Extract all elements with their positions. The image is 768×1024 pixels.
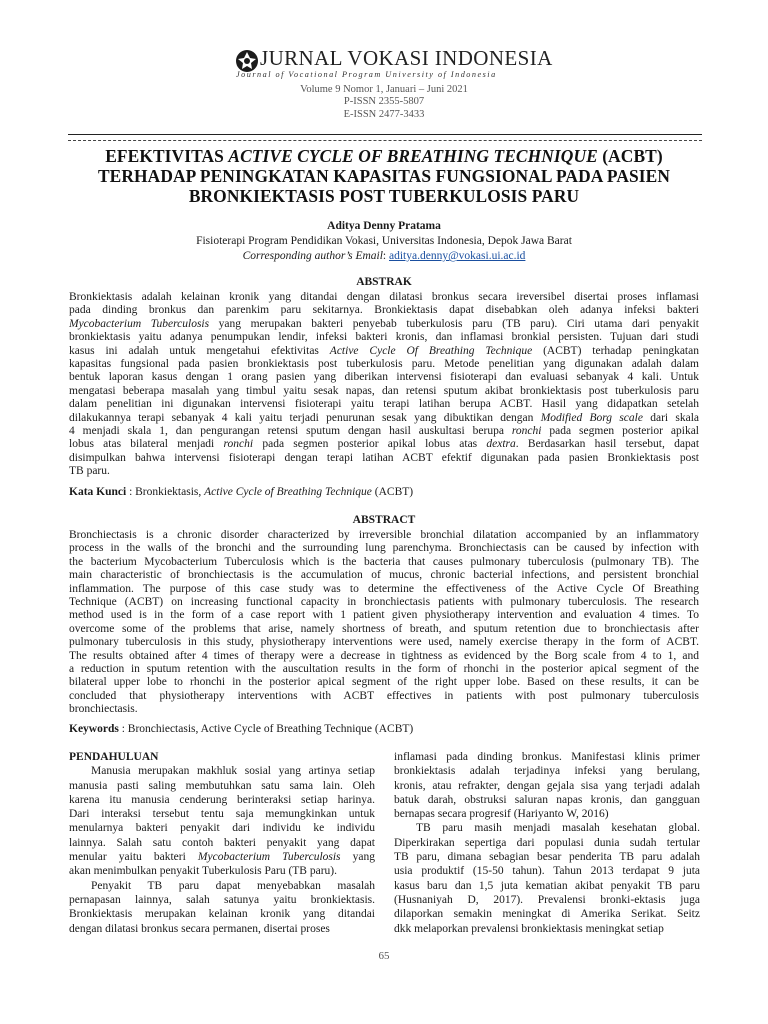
issue-info bbox=[0, 84, 768, 121]
abstrak-line: lobus atas bilateral menjadi ronchi pada segmen posterior apikal lobus atas dextra. Berdasarkan hasil tersebut, dapat bbox=[69, 438, 699, 451]
abstrak-line: bentuk laporan kasus dengan 1 orang pasien yang diberikan intervensi fisioterapi dan evaluasi sebanyak 4 kali. Untuk bbox=[69, 371, 699, 384]
body-line: Bronkiektasis merupakan kelainan kronik yang ditandai bbox=[69, 908, 375, 921]
kata-kunci-post: (ACBT) bbox=[371, 486, 414, 498]
section-heading-pendahuluan: PENDAHULUAN bbox=[69, 751, 159, 763]
keywords-text: : Bronchiectasis, Active Cycle of Breathing Technique (ACBT) bbox=[118, 723, 414, 735]
abstract-heading: ABSTRACT bbox=[352, 514, 416, 526]
body-line: pernapasan lainnya, salah satunya yaitu bronkiektasis. bbox=[69, 893, 375, 906]
body-line: kasus baru dan 1,5 juta kematian akibat penyakit TB paru bbox=[394, 879, 700, 892]
abstrak-line: bronkiektasis yaitu adanya penumpukan lendir, infeksi bakteri kronis, dan inflamasi bronkial persisten. Tujuan dari studi bbox=[69, 331, 699, 344]
body-line: Penyakit TB paru dapat menyebabkan masalah bbox=[91, 879, 375, 892]
body-line: Diperkirakan sepertiga dari populasi dunia sudah tertular bbox=[394, 836, 700, 849]
title-line-2: TERHADAP PENINGKATAN KAPASITAS FUNGSIONAL PADA PASIEN bbox=[97, 166, 670, 186]
page-number: 65 bbox=[378, 950, 390, 962]
eissn-line: E-ISSN 2477-3433 bbox=[343, 108, 425, 120]
body-line: Manusia merupakan makhluk sosial yang artinya setiap bbox=[91, 765, 375, 778]
body-line: inflamasi pada dinding bronkus. Manifestasi klinis primer bbox=[394, 751, 700, 763]
abstract-line: pulmonary tuberculosis in this study, physiotherapy interventions were used, namely exercise therapy in the form of ACBT. bbox=[69, 636, 699, 649]
author-name: Aditya Denny Pratama bbox=[327, 220, 441, 232]
body-line: akan menimbulkan penyakit Tuberkulosis Paru (TB paru). bbox=[69, 865, 337, 878]
abstract-line: concluded that physiotherapy interventions with ACBT effectives in patients with post pulmonary tuberculosis bbox=[69, 689, 699, 702]
abstrak-heading: ABSTRAK bbox=[356, 276, 412, 288]
abstrak-line: dalam penelitian ini digunakan intervensi fisioterapi yaitu terapi latihan berupa ACBT. Hasil yang didapatkan setelah bbox=[69, 398, 699, 411]
abstrak-line: Bronkiektasis adalah kelainan kronik yang ditandai dengan dilatasi bronkus secara ireversibel disertai proses inflamasi bbox=[69, 291, 699, 303]
kata-kunci-pre: : Bronkiektasis, bbox=[126, 486, 205, 498]
abstract-line: Bronchiectasis is a chronic disorder characterized by irreversible bronchial dilatation accompanied by an inflammatory bbox=[69, 529, 699, 541]
email-label: Corresponding author’s Email bbox=[242, 250, 383, 262]
abstrak-line: kasus ini adalah untuk mengetahui efektivitas Active Cycle Of Breathing Technique (ACBT) terhadap peningkatan bbox=[69, 344, 699, 357]
body-line: kronis, atau refrakter, dengan gejala sisa yang terjadi adalah bbox=[394, 779, 700, 792]
abstrak-line: mengatasi beberapa masalah yang timbul yaitu sesak napas, dan retensi sputum akibat bronkiektasis post tuberkulosis paru bbox=[69, 384, 699, 397]
abstract-keywords bbox=[69, 723, 413, 735]
abstract-line: the bacterium Mycobacterium Tuberculosis which is the bacteria that causes pulmonary tuberculosis (pulmonary TB). The bbox=[69, 555, 699, 568]
pissn-line: P-ISSN 2355-5807 bbox=[343, 96, 425, 108]
abstract-line: process in the walls of the bronchi and the surrounding lung parenchyma. Bronchiectasis can be caused by infection with bbox=[69, 542, 699, 555]
abstract-body bbox=[69, 529, 699, 716]
journal-name: JURNAL VOKASI INDONESIA bbox=[260, 46, 553, 70]
title-lead: EFEKTIVITAS bbox=[105, 146, 229, 166]
abstrak-line: Mycobacterium Tuberculosis yang merupakan bakteri penyebab tuberkulosis paru (TB paru). Ciri utama dari penyakit bbox=[69, 317, 699, 330]
abstract-line: main characteristic of bronchiectasis is the accumulation of mucus, chronic bacterial infections, and persistent bronchial bbox=[69, 569, 699, 582]
body-line: dengan dilatasi bronkus secara permanen, disertai proses bbox=[69, 922, 330, 935]
abstract-line: Technique (ACBT) on increasing functional capacity in bronchiectasis patients with pulmonary tuberculosis. The research bbox=[69, 595, 699, 608]
abstract-line: The results obtained after 4 times of therapy were a decrease in tightness as evidenced by the Borg scale from 4 to 1, and bbox=[69, 649, 699, 662]
keywords-label: Keywords bbox=[69, 723, 119, 735]
volume-line: Volume 9 Nomor 1, Januari – Juni 2021 bbox=[300, 84, 468, 95]
body-line: menularnya bakteri penyakit dari individu ke individu bbox=[69, 822, 375, 835]
abstrak-body bbox=[69, 291, 699, 478]
abstrak-line: 4 menjadi skala 1, dan pengurangan retensi sputum dengan hasil auskultasi berupa ronchi pada segmen posterior apikal bbox=[69, 424, 699, 437]
abstract-line: inflammation. The purpose of this case study was to determine the effectiveness of the Active Cycle Of Breathing bbox=[69, 582, 699, 595]
body-line: TB paru, dimana sebagian besar penderita TB paru adalah bbox=[394, 851, 700, 864]
title-italic: ACTIVE CYCLE OF BREATHING TECHNIQUE bbox=[228, 146, 598, 166]
title-trail: (ACBT) bbox=[597, 146, 663, 166]
body-line: manusia pasti saling membutuhkan satu sama lain. Oleh bbox=[69, 779, 375, 792]
abstract-line: bronchiectasis. bbox=[69, 703, 138, 716]
kata-kunci-label: Kata Kunci bbox=[69, 486, 127, 498]
body-line: bernapas secara progresif (Hariyanto W, 2016) bbox=[394, 808, 609, 821]
abstrak-line: pada dinding bronkus dan parenkim paru sekitarnya. Bronkiektasis dapat disebabkan oleh adanya infeksi bakteri bbox=[69, 304, 699, 317]
abstract-line: bilateral upper lobe to rhonchi in the posterior apical segment of the right upper lobe. Based on these results, it can be bbox=[69, 676, 699, 689]
body-line: usia produktif (15-50 tahun). Tahun 2013 terdapat 9 juta bbox=[394, 865, 700, 878]
body-line: dkk melaporkan prevalensi bronkiektasis meningkat setiap bbox=[394, 922, 664, 935]
email-link[interactable]: aditya.denny@vokasi.ui.ac.id bbox=[389, 250, 526, 262]
body-line: menular yaitu bakteri Mycobacterium Tuberculosis yang bbox=[69, 851, 375, 864]
title-line-3: BRONKIEKTASIS POST TUBERKULOSIS PARU bbox=[188, 186, 580, 206]
body-column-right bbox=[394, 750, 700, 936]
header-dashed-rule bbox=[68, 140, 702, 141]
abstract-line: a reduction in sputum retention with the auscultation results in the form of rhonchi in the posterior apical segment of the bbox=[69, 662, 699, 675]
body-line: dilaporkan semakin meningkat di Amerika Serikat. Seitz bbox=[394, 908, 700, 921]
journal-masthead bbox=[230, 46, 553, 82]
body-line: batuk darah, obstruksi saluran napas kronis, dan gangguan bbox=[394, 793, 700, 806]
abstract-line: method used is in the form of a case report with 1 patient given physiotherapy intervention and evaluation 4 times. To bbox=[69, 609, 699, 622]
body-line: lainnya. Salah satu contoh bakteri penyakit yang dapat bbox=[69, 836, 375, 849]
body-column-left bbox=[69, 750, 375, 936]
affiliation: Fisioterapi Program Pendidikan Vokasi, Universitas Indonesia, Depok Jawa Barat bbox=[196, 235, 572, 247]
body-line: karena itu manusia cenderung berinteraksi setiap harinya. bbox=[69, 793, 375, 806]
title-line-1 bbox=[50, 146, 718, 166]
corresponding-email-line bbox=[0, 249, 768, 264]
kata-kunci-italic: Active Cycle of Breathing Technique bbox=[204, 486, 372, 498]
abstrak-line: disimpulkan bahwa intervensi fisioterapi dengan terapi latihan ACBT efektif digunakan pada pasien Bronkiektasis post bbox=[69, 451, 699, 464]
body-line: TB paru masih menjadi masalah kesehatan global. bbox=[416, 822, 700, 835]
body-line: Dari interaksi tersebut tentu saja memungkinkan untuk bbox=[69, 808, 375, 821]
body-line: (Husnaniyah D, 2017). Prevalensi bronki-ektasis juga bbox=[394, 893, 700, 906]
journal-subtitle: Journal of Vocational Program University of Indonesia bbox=[236, 70, 497, 79]
email-separator: : bbox=[382, 250, 389, 262]
body-line: bronkiektasis adalah terjadinya infeksi yang berulang, bbox=[394, 765, 700, 778]
author-affiliation-block bbox=[0, 234, 768, 264]
abstrak-line: TB paru. bbox=[69, 465, 110, 478]
abstrak-keywords bbox=[69, 486, 413, 498]
abstract-line: overcome some of the problems that arise, namely shortness of breath, and sputum retention due to bronchiectasis after bbox=[69, 622, 699, 635]
abstrak-line: kapasitas fungsional pada pasien bronkiektasis post tuberkulosis paru. Metode penelitian yang digunakan adalah dalam bbox=[69, 357, 699, 370]
header-rule bbox=[68, 134, 702, 135]
article-title bbox=[50, 146, 718, 206]
abstrak-line: dilakukannya terapi sebanyak 4 kali yaitu terjadi penurunan sesak yang dibuktikan dengan Modified Borg scale dari skala bbox=[69, 411, 699, 424]
